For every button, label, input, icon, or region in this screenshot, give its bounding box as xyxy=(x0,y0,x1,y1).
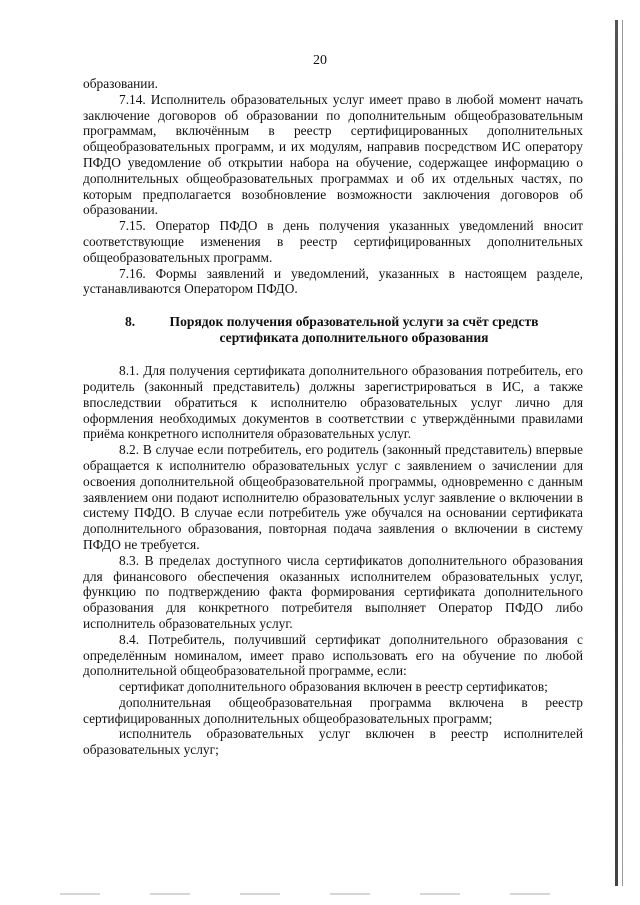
page-edge-shadow xyxy=(615,20,618,886)
section-title: Порядок получения образовательной услуги за счёт средств сертификата дополнительного образования xyxy=(169,314,539,346)
paragraph-8-4: 8.4. Потребитель, получивший сертификат дополнительного образования с определённым номиналом, имеет право использовать его на обучение по любой дополнительной общеобразовательной программе, если: xyxy=(83,631,583,679)
page-number: 20 xyxy=(313,53,327,68)
paragraph-7-15: 7.15. Оператор ПФДО в день получения указанных уведомлений вносит соответствующие изменения в реестр сертифицированных дополнительных общеобразовательных программ. xyxy=(83,218,583,265)
section-heading xyxy=(83,314,583,346)
paragraph-continuation: образовании. xyxy=(83,76,158,91)
paragraph-7-16: 7.16. Формы заявлений и уведомлений, указанных в настоящем разделе, устанавливаются Оператором ПФДО. xyxy=(83,265,583,297)
paragraph-8-1: 8.1. Для получения сертификата дополнительного образования потребитель, его родитель (законный представитель) должны зарегистрироваться в ИС, а также впоследствии обратиться к исполнителю образовательных услуг лично для оформления необходимых документов в соответствии с утверждёнными правилами приёма конкретного исполнителя образовательных услуг. xyxy=(83,363,583,442)
page-edge-line xyxy=(622,20,623,886)
paragraph-7-14: 7.14. Исполнитель образовательных услуг имеет право в любой момент начать заключение договоров об образовании по дополнительным общеобразовательным программам, включённым в реестр сертифицированных дополнительных общеобразовательных программ, и их модулям, направив посредством ИС оператору ПФДО уведомление об открытии набора на обучение, содержащее информацию о дополнительных общеобразовательных программах и об их отдельных частях, по которым предполагается возобновление возможности заключения договоров об образовании. xyxy=(83,91,583,218)
scan-artifact xyxy=(60,893,600,895)
condition-item: дополнительная общеобразовательная программа включена в реестр сертифицированных дополнительных общеобразовательных программ; xyxy=(83,694,583,726)
condition-item: сертификат дополнительного образования включен в реестр сертификатов; xyxy=(119,679,548,695)
document-body xyxy=(83,76,583,758)
section-number: 8. xyxy=(125,314,136,330)
paragraph-8-2: 8.2. В случае если потребитель, его родитель (законный представитель) впервые обращается к исполнителю образовательных услуг с заявлением о зачислении для освоения дополнительной общеобразовательной программы, одновременно с данным заявлением они подают исполнителю образовательных услуг заявление о включении в систему ПФДО. В случае если потребитель уже обучался на основании сертификата дополнительного образования, повторная подача заявления о включении в систему ПФДО не требуется. xyxy=(83,442,583,552)
paragraph-8-3: 8.3. В пределах доступного числа сертификатов дополнительного образования для финансового обеспечения оказанных исполнителем образовательных услуг, функцию по подтверждению факта формирования сертификата дополнительного образования для конкретного потребителя выполняет Оператор ПФДО либо исполнитель образовательных услуг. xyxy=(83,552,583,631)
condition-item: исполнитель образовательных услуг включен в реестр исполнителей образовательных услуг; xyxy=(83,726,583,758)
